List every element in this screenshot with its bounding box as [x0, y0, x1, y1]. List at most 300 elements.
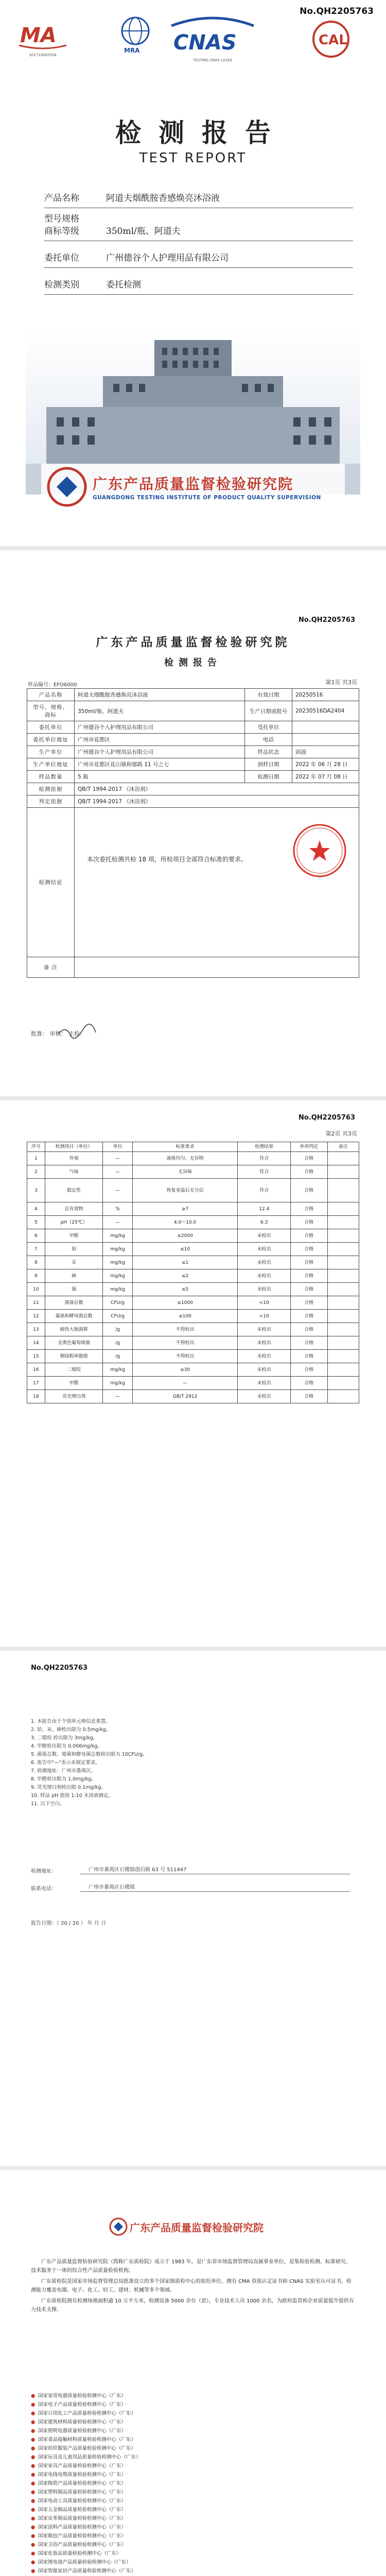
report-page-2	[0, 1100, 386, 1647]
cell-judgement: 合格	[290, 1283, 327, 1296]
bullet-icon: ●	[31, 2463, 36, 2469]
cell-unit: mg/kg	[103, 1256, 132, 1269]
cell-unit: —	[103, 1216, 132, 1229]
table-row	[27, 1390, 359, 1403]
bullet-icon: ●	[31, 2489, 36, 2495]
row-label: 委托单位地址	[27, 734, 75, 746]
org-intro-page	[0, 2170, 386, 2576]
cell-result: 符合	[238, 1179, 290, 1202]
cell-result: 未检出	[238, 1390, 290, 1403]
svg-text:MRA: MRA	[124, 47, 140, 54]
cell-requirement: ≥7	[132, 1202, 238, 1216]
table-row	[27, 1243, 359, 1256]
cell-unit: /g	[103, 1323, 132, 1336]
cover-title: 检测报告	[115, 117, 288, 148]
cell-item: 气味	[45, 1165, 103, 1179]
column-header: 序号	[27, 1142, 45, 1152]
column-header: 单位	[103, 1142, 132, 1152]
cell-remark	[327, 1152, 359, 1165]
table-row	[27, 771, 359, 783]
notes-row	[27, 957, 359, 978]
cell-no: 8	[27, 1256, 45, 1269]
results-table	[27, 1142, 359, 1403]
bullet-icon: ●	[31, 2524, 36, 2530]
table-row	[27, 1310, 359, 1323]
row-value: 2022 年 07 月 08 日	[292, 771, 359, 783]
bullet-icon: ●	[31, 2568, 36, 2574]
cell-item: 砷	[45, 1269, 103, 1283]
center-list	[31, 2392, 355, 2576]
org-name: 广东产品质量监督检验研究院	[93, 476, 294, 493]
note-item: 3. 二噁烷 检出限为 3mg/kg。	[31, 1735, 98, 1741]
cell-remark	[327, 1256, 359, 1269]
sample-number: 样品编号：EFO6000	[28, 682, 77, 688]
column-header: 备注	[327, 1142, 359, 1152]
cell-unit: —	[103, 1179, 132, 1202]
cell-item: 总有效物	[45, 1202, 103, 1216]
list-item	[31, 2409, 355, 2418]
org-name: 广东产品质量监督检验研究院	[130, 2222, 264, 2234]
svg-text:MA: MA	[20, 24, 57, 47]
table-row	[27, 1336, 359, 1350]
list-item-text: 国家锂电池产品质量检验检测中心（广东）	[38, 2560, 131, 2565]
table-row	[27, 1350, 359, 1363]
cell-requirement: GB/T 2912	[132, 1390, 238, 1403]
cell-judgement: 合格	[290, 1269, 327, 1283]
table-row	[27, 746, 359, 758]
row-value: 20250516	[292, 689, 359, 701]
list-item	[31, 2435, 355, 2444]
cell-item: 稳定性	[45, 1179, 103, 1202]
cell-unit: mg/kg	[103, 1243, 132, 1256]
row-value	[292, 734, 359, 746]
notes-label: 备 注	[27, 957, 75, 978]
conclusion-label: 检测结论	[27, 808, 75, 957]
cell-item: 镉	[45, 1283, 103, 1296]
cell-no: 5	[27, 1216, 45, 1229]
cell-judgement: 合格	[290, 1179, 327, 1202]
cell-remark	[327, 1243, 359, 1256]
cell-no: 16	[27, 1363, 45, 1377]
row-label: 电话	[245, 734, 292, 746]
list-item	[31, 2470, 355, 2479]
table-row	[27, 1152, 359, 1165]
table-row	[27, 1165, 359, 1179]
cell-result: 未检出	[238, 1269, 290, 1283]
cell-requirement: 不得检出	[132, 1323, 238, 1336]
list-item-text: 国家玩具及儿童用品质量检验检测中心（广东）	[38, 2454, 141, 2460]
cell-no: 11	[27, 1296, 45, 1310]
cell-result: 符合	[238, 1165, 290, 1179]
address-label: 联系电话：	[31, 1886, 57, 1892]
page-info: 第1页 共3页	[325, 679, 357, 686]
row-value: 固液	[292, 746, 359, 758]
cell-remark	[327, 1363, 359, 1377]
table-row	[27, 721, 359, 734]
list-item	[31, 2549, 355, 2558]
cell-requirement: 无异味	[132, 1165, 238, 1179]
cell-remark	[327, 1390, 359, 1403]
report-page-3	[0, 1651, 386, 2166]
list-item-text: 国家五金制品质量检验检测中心（广东）	[38, 2507, 127, 2513]
list-item	[31, 2505, 355, 2514]
cell-requirement: 恢复室温后无分层	[132, 1179, 238, 1202]
bullet-icon: ●	[31, 2560, 36, 2565]
list-item-text: 国家食品接触材料质量检验检测中心（广东）	[38, 2437, 136, 2443]
list-item-text: 国家电动工具质量检验检测中心（广东）	[38, 2498, 127, 2504]
bullet-icon: ●	[31, 2533, 36, 2539]
table-row	[27, 1323, 359, 1336]
table-row	[27, 758, 359, 771]
row-value: QB/T 1994-2017 《沐浴剂》	[75, 783, 359, 795]
cell-requirement: ≤1000	[132, 1296, 238, 1310]
note-item: 9. 荧光增白剂检出限 0.1mg/kg。	[31, 1785, 106, 1790]
row-label: 生产单位地址	[27, 758, 75, 771]
list-item	[31, 2427, 355, 2435]
bullet-icon: ●	[31, 2437, 36, 2443]
row-value: 阿道夫烟酰胺香感焕亮沐浴液	[75, 689, 245, 701]
field-value: 广州德谷个人护理用品有限公司	[106, 253, 229, 263]
row-value: 5 瓶	[75, 771, 245, 783]
signature-line: 批准： 审核： 主检：	[31, 1030, 85, 1037]
cell-unit: /g	[103, 1350, 132, 1363]
list-item	[31, 2514, 355, 2523]
list-item	[31, 2444, 355, 2453]
list-item-text: 国家箱包产品质量检验检测中心（广东）	[38, 2533, 127, 2539]
cell-remark	[327, 1269, 359, 1283]
row-value: QB/T 1994-2017 《沐浴剂》	[75, 795, 359, 808]
address-block	[31, 1857, 350, 1892]
intro-paragraph: 广东质检院是国家市场监督管理总局批准设立的多个国家级质检中心的依托单位，拥有 CMA 资质认定证书和 CNAS 实验室认可证书，检测能力覆盖电器、电子、化工、轻工、建材、机械等多个领域。	[31, 2279, 352, 2293]
cell-result: 符合	[238, 1152, 290, 1165]
address-label: 检测地址：	[31, 1869, 57, 1874]
bullet-icon: ●	[31, 2411, 36, 2416]
globe-icon	[119, 15, 152, 55]
list-item	[31, 2453, 355, 2462]
cell-unit: mg/kg	[103, 1283, 132, 1296]
cell-requirement: ≤5	[132, 1283, 238, 1296]
row-label: 生产日期或批号	[245, 701, 292, 721]
row-value: 广州德谷个人护理用品有限公司	[75, 721, 245, 734]
list-item	[31, 2392, 355, 2400]
list-item-text: 国家电子产品质量检验检测中心（广东）	[38, 2402, 127, 2408]
cell-unit: CFU/g	[103, 1296, 132, 1310]
table-row	[27, 1269, 359, 1283]
row-value: 广州市花都区花山镇和郁路 11 号之七	[75, 758, 245, 771]
cell-judgement: 合格	[290, 1202, 327, 1216]
cell-no: 18	[27, 1390, 45, 1403]
notes-value	[75, 957, 359, 978]
cell-unit: mg/kg	[103, 1377, 132, 1390]
bullet-icon: ●	[31, 2507, 36, 2513]
cell-requirement: 不得检出	[132, 1336, 238, 1350]
svg-text:CAL: CAL	[319, 32, 347, 48]
cell-requirement: ≤10	[132, 1243, 238, 1256]
intro-paragraph: 广东产品质量监督检验研究院（简称广东质检院）成立于 1983 年，是广东省市场监督管理局直属事业单位，是集检验检测、标准研究、技术服务于一体的综合性产品质量检验机构。	[31, 2259, 351, 2274]
report-page-1	[0, 550, 386, 1096]
intro-paragraph: 广东质检院拥有检测场地面积逾 10 万平方米，检测设备 5000 余台（套），专业技术人员 1000 余名，为政府监管和企业质量提升提供有力技术支撑。	[31, 2298, 354, 2313]
bullet-icon: ●	[31, 2481, 36, 2486]
signature-icon	[57, 1023, 98, 1039]
note-item: 10. 样品 pH 值按 1:10 水溶液测定。	[31, 1793, 113, 1799]
table-row	[27, 1296, 359, 1310]
cell-judgement: 合格	[290, 1216, 327, 1229]
cell-unit: mg/kg	[103, 1269, 132, 1283]
bullet-icon: ●	[31, 2516, 36, 2521]
page-title: 检测报告	[164, 657, 222, 668]
bullet-icon: ●	[31, 2402, 36, 2408]
cell-result: 未检出	[238, 1256, 290, 1269]
cell-judgement: 合格	[290, 1363, 327, 1377]
table-header-row	[27, 1142, 359, 1152]
certification-logos	[14, 15, 372, 72]
cell-judgement: 合格	[290, 1350, 327, 1363]
cma-icon	[17, 15, 68, 52]
list-item	[31, 2400, 355, 2409]
cell-result: 未检出	[238, 1336, 290, 1350]
cell-item: 二噁烷	[45, 1363, 103, 1377]
list-item-text: 国家家用电器质量检验检测中心（广东）	[38, 2393, 127, 2399]
cell-judgement: 合格	[290, 1165, 327, 1179]
address-row	[31, 1857, 350, 1874]
row-value	[292, 721, 359, 734]
page-info: 第2页 共3页	[325, 1130, 357, 1137]
cell-no: 3	[27, 1179, 45, 1202]
cell-item: 金黄色葡萄球菌	[45, 1336, 103, 1350]
row-value: 350ml/瓶、阿道夫	[75, 701, 245, 721]
list-item	[31, 2567, 355, 2575]
row-value: 20230516DA2404	[292, 701, 359, 721]
cell-no: 14	[27, 1336, 45, 1350]
row-value: 2022 年 06 月 28 日	[292, 758, 359, 771]
bullet-icon: ●	[31, 2419, 36, 2425]
cover-subtitle: TEST REPORT	[139, 150, 247, 166]
list-item	[31, 2418, 355, 2427]
row-label: 到样日期	[245, 758, 292, 771]
cell-item: 甲醛	[45, 1377, 103, 1390]
list-item-text: 国家塑料制品质量检验检测中心（广东）	[38, 2489, 127, 2495]
cell-requirement: 4.0～10.0	[132, 1216, 238, 1229]
note-item: 7. 检测地址：广州市番禺区。	[31, 1768, 96, 1774]
column-header: 单项判定	[290, 1142, 327, 1152]
table-row	[27, 1216, 359, 1229]
cell-result: <10	[238, 1296, 290, 1310]
cell-no: 1	[27, 1152, 45, 1165]
row-label: 样品状态	[245, 746, 292, 758]
table-row	[27, 1377, 359, 1390]
cover-page	[0, 0, 386, 546]
list-item	[31, 2462, 355, 2470]
row-label: 产品名称	[27, 689, 75, 701]
cell-remark	[327, 1296, 359, 1310]
row-value: 广州德谷个人护理用品有限公司	[75, 746, 245, 758]
cell-item: 荧光增白剂	[45, 1390, 103, 1403]
note-item: 5. 菌落总数、霉菌和酵母菌总数检出限为 10CFU/g。	[31, 1752, 148, 1757]
row-label: 型号、规格、商标	[27, 701, 75, 721]
list-item-text: 国家建筑材料质量检验检测中心（广东）	[38, 2419, 127, 2425]
cell-no: 9	[27, 1269, 45, 1283]
cell-item: 铜绿假单胞菌	[45, 1350, 103, 1363]
field-row	[44, 208, 353, 241]
field-row	[44, 268, 353, 295]
list-item-text: 国家照明电器质量检验检测中心（广东）	[38, 2428, 127, 2434]
table-row	[27, 1363, 359, 1377]
row-label: 检测日期	[245, 771, 292, 783]
field-value: 阿道夫烟酰胺香感焕亮沐浴液	[106, 193, 220, 204]
table-row	[27, 795, 359, 808]
cell-item: pH（25℃）	[45, 1216, 103, 1229]
cell-judgement: 合格	[290, 1323, 327, 1336]
field-value: 委托检测	[106, 280, 141, 290]
list-item-text: 国家化妆品质量检验检测中心（广东）	[38, 2551, 121, 2556]
column-header: 检测结果	[238, 1142, 290, 1152]
cell-judgement: 合格	[290, 1152, 327, 1165]
cell-remark	[327, 1229, 359, 1243]
list-item-text: 国家卫浴产品质量检验检测中心（广东）	[38, 2542, 127, 2548]
cell-remark	[327, 1310, 359, 1323]
column-header: 标准要求	[132, 1142, 238, 1152]
cell-judgement: 合格	[290, 1256, 327, 1269]
cell-remark	[327, 1179, 359, 1202]
note-item: 8. 甲醛检出限为 1.0mg/kg。	[31, 1776, 96, 1782]
cell-remark	[327, 1350, 359, 1363]
cell-judgement: 合格	[290, 1377, 327, 1390]
field-row	[44, 241, 353, 268]
org-header: 广东产品质量监督检验研究院	[96, 635, 290, 649]
bullet-icon: ●	[31, 2446, 36, 2451]
field-label: 型号规格 商标等级	[44, 214, 79, 236]
cell-remark	[327, 1336, 359, 1350]
ilac-logo	[117, 15, 153, 55]
cell-requirement: ≤100	[132, 1310, 238, 1323]
cal-icon	[305, 19, 357, 60]
bullet-icon: ●	[31, 2472, 36, 2478]
table-row	[27, 1202, 359, 1216]
cell-item: 耐热大肠菌群	[45, 1323, 103, 1336]
column-header: 检测项目（单位）	[45, 1142, 103, 1152]
address-value: 广州市番禺区石楼镇	[80, 1883, 350, 1892]
row-label: 受托单位	[245, 721, 292, 734]
field-value: 350ml/瓶、阿道夫	[106, 226, 181, 236]
table-row	[27, 689, 359, 701]
list-item-text: 国家日用化工产品质量检验检测中心（广东）	[38, 2411, 136, 2416]
cell-result: 未检出	[238, 1350, 290, 1363]
address-row	[31, 1874, 350, 1892]
svg-text:CNAS: CNAS	[173, 31, 237, 55]
cell-remark	[327, 1377, 359, 1390]
cell-result: 12.4	[238, 1202, 290, 1216]
list-item	[31, 2488, 355, 2497]
table-row	[27, 1229, 359, 1243]
list-item-text: 国家电线电缆质量检验检测中心（广东）	[38, 2472, 127, 2478]
table-row	[27, 1179, 359, 1202]
cell-remark	[327, 1216, 359, 1229]
cell-result: 未检出	[238, 1363, 290, 1377]
field-label: 委托单位	[44, 253, 79, 263]
list-item	[31, 2497, 355, 2505]
note-item: 11. 以下空白。	[31, 1801, 65, 1807]
note-item: 4. 甲醇检出限为 0.006mg/kg。	[31, 1743, 102, 1749]
cnas-icon	[166, 15, 259, 57]
table-row	[27, 783, 359, 795]
cell-requirement: ≤1	[132, 1256, 238, 1269]
cell-judgement: 合格	[290, 1229, 327, 1243]
report-number: No.QH2205763	[299, 616, 355, 624]
cell-result: <10	[238, 1310, 290, 1323]
notes-list	[31, 1718, 350, 1808]
cell-result: 未检出	[238, 1229, 290, 1243]
cell-result: 未检出	[238, 1323, 290, 1336]
list-item-text: 国家智能家居产品质量检验检测中心（广东）	[38, 2568, 136, 2574]
list-item	[31, 2523, 355, 2532]
table-row	[27, 701, 359, 721]
note-item: 2. 铅、汞、砷检出限为 0.5mg/kg。	[31, 1727, 111, 1733]
cell-unit: /g	[103, 1336, 132, 1350]
row-label: 委托单位	[27, 721, 75, 734]
cell-no: 4	[27, 1202, 45, 1216]
cell-remark	[327, 1202, 359, 1216]
bullet-icon: ●	[31, 2428, 36, 2434]
cell-item: 汞	[45, 1256, 103, 1269]
report-number: No.QH2205763	[300, 6, 374, 16]
row-value: 广州市花都区	[75, 734, 245, 746]
bullet-icon: ●	[31, 2551, 36, 2556]
report-number: No.QH2205763	[299, 1114, 355, 1122]
report-date: 报告日期：（ 20 / 20 ） 年 月 日	[31, 1921, 107, 1926]
table-row	[27, 1256, 359, 1269]
intro-text	[31, 2258, 355, 2316]
note-item: 6. 报告中"—"表示未规定要求。	[31, 1760, 100, 1766]
cell-item: 霉菌和酵母菌总数	[45, 1310, 103, 1323]
cell-judgement: 合格	[290, 1243, 327, 1256]
row-label: 样品数量	[27, 771, 75, 783]
note-item: 1. 本报告由于个别单元格信息重置。	[31, 1719, 111, 1724]
field-label: 产品名称	[44, 193, 79, 204]
cover-fields	[44, 181, 353, 295]
address-value: 广州市番禺区石楼镇创启路 63 号 511447	[80, 1865, 350, 1874]
bullet-icon: ●	[31, 2498, 36, 2504]
bullet-icon: ●	[31, 2542, 36, 2548]
cell-no: 13	[27, 1323, 45, 1336]
cell-result: 6.3	[238, 1216, 290, 1229]
cell-requirement: ≤30	[132, 1363, 238, 1377]
list-item-text: 国家纺织服装产品质量检验检测中心（广东）	[38, 2446, 136, 2451]
cell-item: 外观	[45, 1152, 103, 1165]
cell-unit: %	[103, 1202, 132, 1216]
table-row	[27, 1283, 359, 1296]
cell-unit: —	[103, 1165, 132, 1179]
cell-no: 10	[27, 1283, 45, 1296]
conclusion-text: 本次委托检测共检 18 项，所检项目全部符合标准的要求。	[75, 808, 359, 957]
bullet-icon: ●	[31, 2454, 36, 2460]
list-item-text: 国家皮革制品质量检验检测中心（广东）	[38, 2516, 127, 2521]
cma-logo: MA 201719005558	[14, 15, 71, 58]
cell-item: 菌落总数	[45, 1296, 103, 1310]
seal-stamp	[291, 822, 348, 879]
cell-no: 2	[27, 1165, 45, 1179]
row-label: 有效日期	[245, 689, 292, 701]
row-label: 检测依据	[27, 783, 75, 795]
cnas-logo: CNAS TESTING CNAS L0183	[164, 15, 261, 63]
table-row	[27, 734, 359, 746]
cell-requirement: 不得检出	[132, 1350, 238, 1363]
cell-item: 铅	[45, 1243, 103, 1256]
cell-unit: —	[103, 1390, 132, 1403]
cell-unit: mg/kg	[103, 1229, 132, 1243]
bullet-icon: ●	[31, 2393, 36, 2399]
cell-judgement: 合格	[290, 1336, 327, 1350]
cell-no: 7	[27, 1243, 45, 1256]
